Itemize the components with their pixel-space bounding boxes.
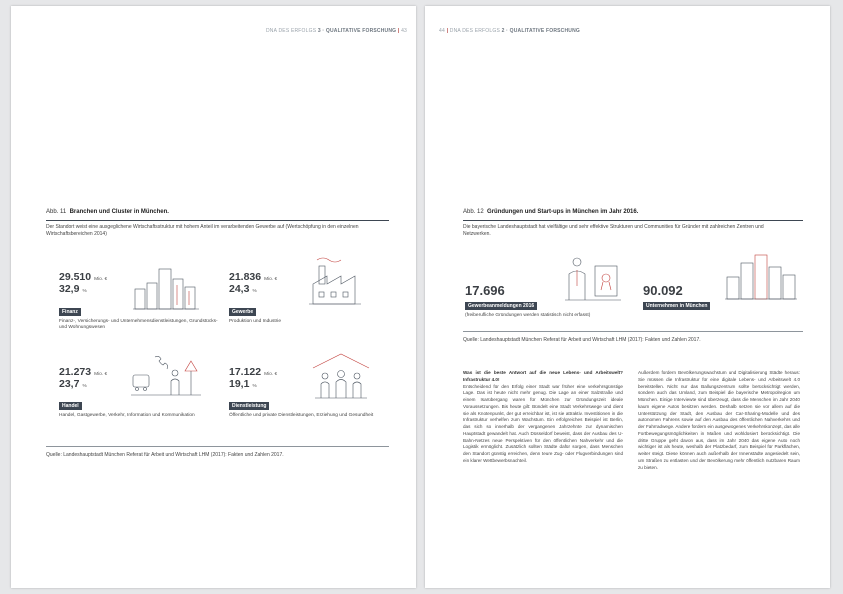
desc-gewerbe: Produktion und Industrie	[229, 319, 281, 324]
note-freiberufliche: (freiberufliche Gründungen werden statistisch nicht erfasst)	[465, 313, 591, 318]
desc-handel: Handel, Gastgewerbe, Verkehr, Information und Kommunikation	[59, 413, 195, 418]
tag-handel: Handel	[59, 402, 82, 410]
figure-rule-bottom	[463, 331, 803, 332]
figure-source: Quelle: Landeshauptstadt München Referat für Arbeit und Wirtschaft LHM (2017): Fakten und Zahlen 2017.	[463, 337, 701, 343]
article-body-1: Entscheidend für den Erfolg einer Stadt war früher eine verkehrsgünstige Lage. Das ist heute nicht mehr genug. Die Lage an einer Salzstraße und einem Isarübergang waren für München zur Gründungszeit ideale Voraussetzungen. Bis heute gilt: Bündelt eine Stadt Verkehrswege und dient sie als Knotenpunkt, der gut erreichbar ist, ist sie attraktiv. Investitionen in die Infrastruktur verhelfen zum Wachstum. Ein erfolgreiches Beispiel ist Berlin, das sich so innerhalb der vergangenen Jahrzehnte zur dynamischen Hauptstadt gewandelt hat. Auch Düsseldorf beweist, dass der Ausbau des U-Bahn-Netzes neue Perspektiven für den öffentlichen Nahverkehr und die Logistik ermöglicht. Zusätzlich sollten Städte dafür sorgen, dass Menschen den Standort günstig erreichen, denn teure Zug- oder Flugverbindungen sind ein klarer Wettbewerbsnachteil.	[463, 383, 623, 463]
office-buildings-icon	[725, 251, 800, 301]
tag-dienstleistung: Dienstleistung	[229, 402, 269, 410]
desc-finanz: Finanz-, Versicherungs- und Unternehmensdienstleistungen, Grundstücks- und Wohnungswesen	[59, 319, 218, 330]
desc-dienstleistung: Öffentliche und private Dienstleistungen, Erziehung und Gesundheit	[229, 413, 374, 418]
left-page	[11, 6, 416, 588]
article-column-2: Außerdem fordern Bevölkerungswachstum und Digitalisierung Städte heraus: Sie müssen die Infrastruktur für eine digitale Lebens- und Arbeitswelt 4.0 bereitstellen. Nicht nur das Ballungszentrum sollte berücksichtigt werden, sondern auch das Umland, zum Beispiel die bayerische Metropolregion um München. Einige Interviewte sind überzeugt, dass die Menschen im Jahr 2040 kaum eigene Autos besitzen werden. Deshalb setzen sie vor allem auf die Unterstützung der Stadt, den Ausbau der Car-Sharing-Modelle und des autonomen Fahrens sowie auf den Ausbau des öffentlichen Nahverkehrs und der Fahrradwege. Andere fordern ein ausgewogenes Verkehrskonzept, das alle Fortbewegungsmöglichkeiten in Maßen und wohldosiert berücksichtigt. Die dritte Gruppe geht davon aus, dass im Jahr 2040 das eigene Auto noch wichtiger ist als heute, weshalb der Platzbedarf, zum Beispiel für Parkflächen, weiter steigt. Diese können auch außerhalb der Innenstädte angesiedelt sein, um Straßen zu entlasten und der Bevölkerung mehr öffentlich nutzbaren Raum zu bieten.	[638, 370, 800, 470]
running-head-left: DNA DES ERFOLGS 3 · QUALITATIVE FORSCHUNG | 43	[266, 28, 408, 34]
stat-gewerbe-value: 21.836 Mio. €	[229, 271, 278, 283]
stat-handel-percent: 23,7 %	[59, 378, 87, 390]
figure-intro: Der Standort weist eine ausgeglichene Wirtschaftsstruktur mit hohem Anteil im verarbeitenden Gewerbe auf (Wertschöpfung in den einzelnen Wirtschaftsbereichen 2014)	[46, 224, 359, 237]
stat-finanz-percent: 32,9 %	[59, 283, 87, 295]
businessman-certificate-icon	[565, 256, 625, 302]
figure-caption-11: Abb. 11 Branchen und Cluster in München.	[46, 209, 169, 215]
family-under-roof-icon	[311, 352, 371, 402]
commerce-traffic-icon	[131, 351, 206, 401]
stat-gewerbe-percent: 24,3 %	[229, 283, 257, 295]
figure-source: Quelle: Landeshauptstadt München Referat für Arbeit und Wirtschaft LHM (2017): Fakten und Zahlen 2017.	[46, 452, 284, 458]
stat-unternehmen-value: 90.092	[643, 283, 683, 298]
stat-finanz-value: 29.510 Mio. €	[59, 271, 108, 283]
article-heading: Was ist die beste Antwort auf die neue Lebens- und Arbeitswelt? Infrastruktur 4.0!	[463, 370, 623, 382]
tag-unternehmen: Unternehmen in München	[643, 302, 710, 310]
figure-rule-top	[46, 220, 389, 221]
tag-gewerbe: Gewerbe	[229, 308, 256, 316]
right-page	[425, 6, 830, 588]
stat-dienstleistung-percent: 19,1 %	[229, 378, 257, 390]
article-column-1	[463, 370, 623, 465]
figure-rule-top	[463, 220, 803, 221]
city-buildings-icon	[133, 261, 203, 311]
figure-caption-12: Abb. 12 Gründungen und Start-ups in München im Jahr 2016.	[463, 209, 639, 215]
stat-handel-value: 21.273 Mio. €	[59, 366, 108, 378]
tag-gewerbeanmeldungen: Gewerbeanmeldungen 2016	[465, 302, 537, 310]
figure-rule-bottom	[46, 446, 389, 447]
stat-dienstleistung-value: 17.122 Mio. €	[229, 366, 278, 378]
factory-icon	[309, 256, 369, 308]
tag-finanz: Finanz	[59, 308, 81, 316]
stat-gewerbeanmeldungen-value: 17.696	[465, 283, 505, 298]
figure-intro: Die bayerische Landeshauptstadt hat vielfältige und sehr effektive Strukturen und Communities für Gründer mit zahlreichen Zentren und Netzwerken.	[463, 224, 764, 237]
running-head-right: 44 | DNA DES ERFOLGS 2 · QUALITATIVE FORSCHUNG	[439, 28, 581, 34]
